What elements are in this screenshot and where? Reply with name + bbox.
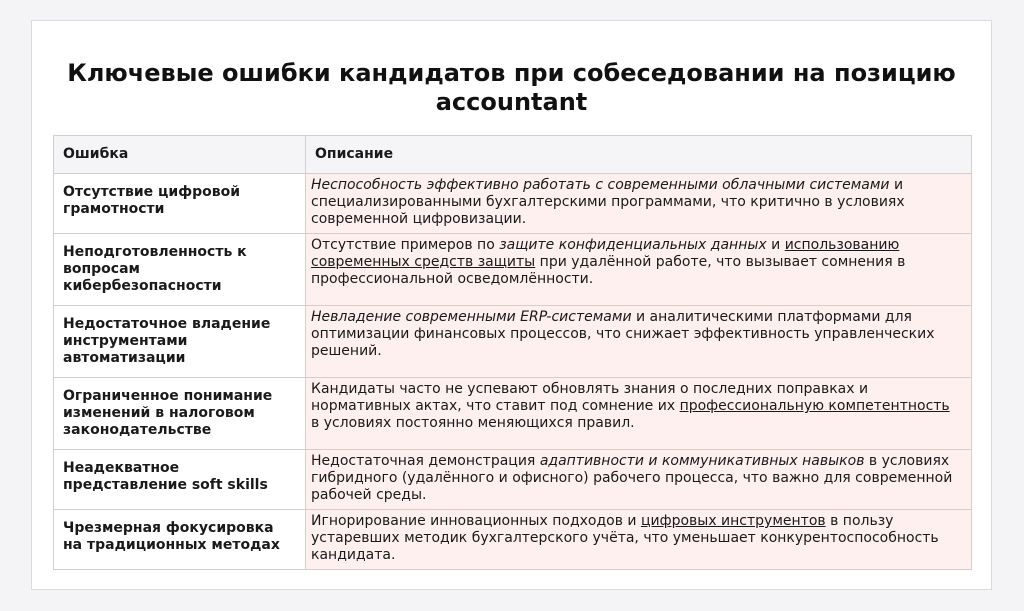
error-cell: Чрезмерная фокусировка на традиционных методах [54, 510, 306, 570]
errors-table [53, 135, 972, 570]
description-cell [306, 174, 972, 234]
page-title [32, 59, 991, 117]
description-text: Игнорирование инновационных подходов и [311, 513, 641, 529]
emphasis-text: защите конфиденциальных данных [499, 237, 767, 253]
description-text: в условиях постоянно меняющихся правил. [311, 415, 635, 431]
description-text: при удалённой работе, что вызывает сомнения в профессиональной осведомлённости. [311, 254, 906, 287]
table-body [54, 174, 972, 570]
description-cell [306, 450, 972, 510]
description-cell [306, 306, 972, 378]
description-text: и специализированными бухгалтерскими программами, что критично в условиях современной цифровизации. [311, 177, 905, 227]
description-cell [306, 510, 972, 570]
error-cell: Недостаточное владение инструментами автоматизации [54, 306, 306, 378]
description-text: Кандидаты часто не успевают обновлять знания о последних поправках и нормативных актах, что ставит под сомнение их [311, 381, 869, 414]
error-cell: Неадекватное представление soft skills [54, 450, 306, 510]
underlined-text: цифровых инструментов [640, 513, 826, 529]
table-row [54, 306, 972, 378]
table-row [54, 510, 972, 570]
table-row [54, 378, 972, 450]
emphasis-text: Неспособность эффективно работать с современными облачными системами [311, 177, 890, 193]
title-line-1: Ключевые ошибки кандидатов при собеседовании на позицию [67, 59, 956, 87]
description-text: в условиях гибридного (удалённого и офисного) рабочего процесса, что важно для современной рабочей среды. [311, 453, 953, 503]
description-cell [306, 234, 972, 306]
error-cell: Отсутствие цифровой грамотности [54, 174, 306, 234]
error-cell: Неподготовленность к вопросам кибербезопасности [54, 234, 306, 306]
table-header-row [54, 136, 972, 174]
table-row [54, 174, 972, 234]
table-row [54, 450, 972, 510]
header-error: Ошибка [54, 136, 306, 174]
content-card [31, 20, 992, 590]
header-description: Описание [306, 136, 972, 174]
table-row [54, 234, 972, 306]
underlined-text: использованию современных средств защиты [311, 237, 900, 270]
description-text: Недостаточная демонстрация [311, 453, 540, 469]
underlined-text: профессиональную компетентность [679, 398, 950, 414]
emphasis-text: адаптивности и коммуникативных навыков [539, 453, 865, 469]
emphasis-text: Невладение современными ERP-системами [311, 309, 632, 325]
description-cell [306, 378, 972, 450]
description-text: и [766, 237, 785, 253]
error-cell: Ограниченное понимание изменений в налоговом законодательстве [54, 378, 306, 450]
description-text: в пользу устаревших методик бухгалтерского учёта, что уменьшает конкурентоспособность кандидата. [311, 513, 939, 563]
description-text: и аналитическими платформами для оптимизации финансовых процессов, что снижает эффективность управленческих решений. [311, 309, 935, 359]
title-line-2: accountant [435, 88, 588, 116]
description-text: Отсутствие примеров по [311, 237, 500, 253]
